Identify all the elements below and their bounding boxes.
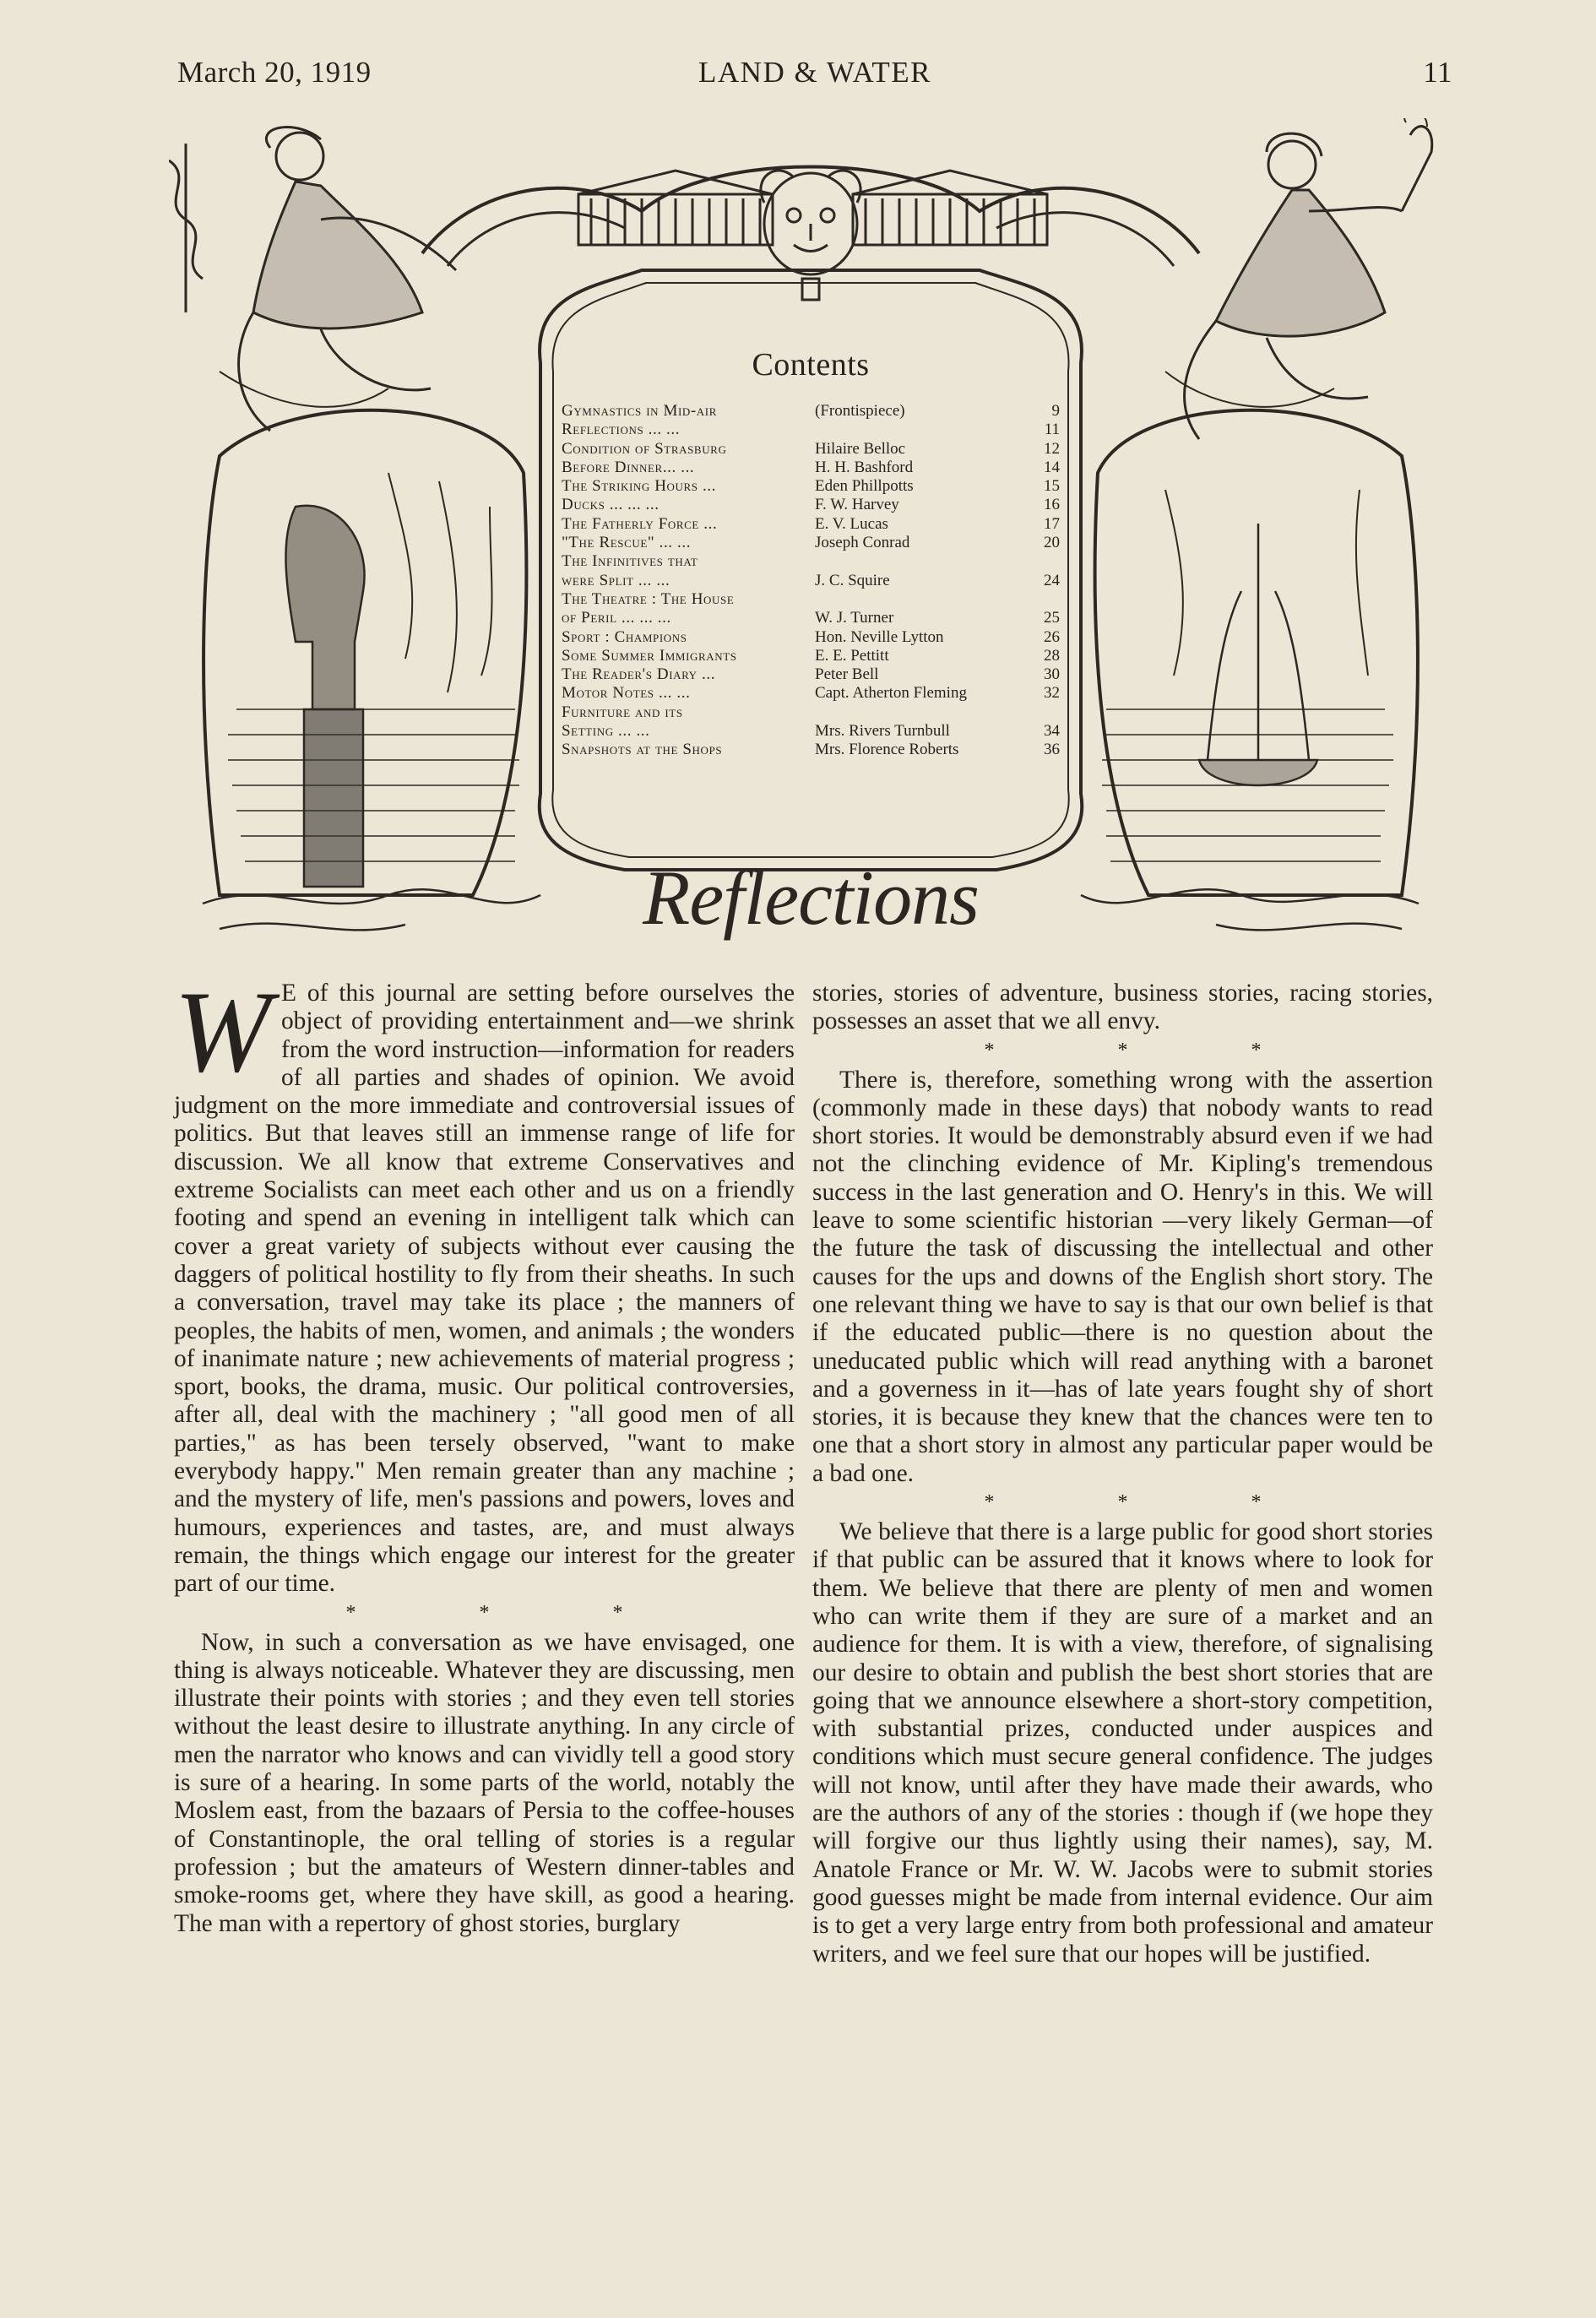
contents-entry <box>562 440 1060 459</box>
contents-entry-title: Condition of Strasburg <box>562 439 727 458</box>
contents-entry-page: 20 <box>1044 534 1060 552</box>
contents-entry <box>562 552 1060 571</box>
contents-entry <box>562 459 1060 477</box>
contents-entry-title: of Peril ... ... ... <box>562 609 671 627</box>
contents-entry-title: Snapshots at the Shops <box>562 741 723 759</box>
contents-entry-page: 30 <box>1044 665 1060 684</box>
contents-entry-title: The Infinitives that <box>562 552 698 571</box>
contents-entry <box>562 684 1060 703</box>
contents-entry-title: Ducks ... ... ... <box>562 496 660 514</box>
mercury-figure-icon <box>169 128 456 431</box>
contents-entry-author: Capt. Atherton Fleming <box>815 684 967 703</box>
contents-entry <box>562 496 1060 514</box>
contents-entry-page: 28 <box>1044 646 1060 665</box>
contents-entry-author: E. E. Pettitt <box>815 646 889 665</box>
torch-bearer-figure-icon <box>1165 118 1432 439</box>
contents-entry <box>562 741 1060 759</box>
contents-entry-page: 12 <box>1044 439 1060 458</box>
contents-entry-page: 9 <box>1051 402 1060 420</box>
contents-entry <box>562 515 1060 534</box>
contents-entry-author: Hilaire Belloc <box>815 439 906 458</box>
contents-entry-page: 32 <box>1044 684 1060 703</box>
contents-entry <box>562 421 1060 439</box>
page-number: 11 <box>1423 56 1452 89</box>
contents-entry-page <box>1033 703 1060 722</box>
article-paragraph: W E of this journal are setting before ourselves the object of providing entertainment and—we shrink from the word instruction—information for readers of all parties and shades of opinion. We avoid judgment on the more immediate and controversial issues of politics. But that leaves still an immense range of life for discussion. We all know that extreme Conservatives and extreme Socialists can meet each other and us on a friendly footing and spend an evening in intelligent talk which can cover a great variety of subjects without ever causing the daggers of political hostility to fly from their sheaths. In such a conversation, travel may take its place ; the manners of peoples, the habits of men, women, and animals ; the wonders of inanimate nature ; new achievements of material progress ; sport, books, the drama, music. Our political controversies, after all, deal with the machinery ; "all good men of all parties," as has been tersely observed, "want to make everybody happy." Men remain greater than any machine ; and the mystery of life, men's passions and powers, loves and humours, experiences and tastes, are, and must always remain, the things which engage our interest for the greater part of our time. <box>174 967 795 1598</box>
contents-entry <box>562 665 1060 684</box>
contents-entry-page: 17 <box>1044 514 1060 533</box>
contents-entry-author: Hon. Neville Lytton <box>815 627 944 646</box>
lion-mask-icon <box>761 171 860 300</box>
contents-entry-author: H. H. Bashford <box>815 458 914 476</box>
contents-entry-title: The Theatre : The House <box>562 589 735 608</box>
contents-entry <box>562 722 1060 741</box>
drop-cap: W <box>174 967 271 1096</box>
contents-entry-page: 24 <box>1044 571 1060 589</box>
contents-entry-author: Mrs. Florence Roberts <box>815 741 959 759</box>
contents-entry-author: Peter Bell <box>815 665 879 684</box>
contents-entry-title: Motor Notes ... ... <box>562 684 691 703</box>
contents-entry-page: 25 <box>1044 609 1060 627</box>
article-title: Reflections <box>643 855 979 941</box>
contents-entry-title: Reflections ... ... <box>562 421 681 439</box>
contents-entry-author: E. V. Lucas <box>815 514 888 533</box>
contents-entry-page: 34 <box>1044 722 1060 741</box>
contents-entry-author: W. J. Turner <box>815 609 894 627</box>
contents-heading: Contents <box>752 347 870 383</box>
article-paragraph: We believe that there is a large public for good short stories if that public can be assured that it knows where to look for them. We believe that there are plenty of men and women who can write them if they are sure of a market and an audience for them. It is with a view, therefore, of signalising our desire to obtain and publish the best short stories that are going that we announce elsewhere a short-story competition, with substantial prizes, conducted under auspices and conditions which must secure general confidence. The judges will not know, until after they have made their awards, who are the authors of any of the stories : though if (we hope they will forgive our thus lightly using their names), say, M. Anatole France or Mr. W. W. Jacobs were to submit stories good guesses might be made from internal evidence. Our aim is to get a very large entry from both professional and amateur writers, and we feel sure that our hopes will be justified. <box>812 1518 1433 1968</box>
article-column-left <box>174 967 795 1938</box>
section-separator: * * * <box>345 1601 682 1624</box>
contents-entry-author <box>815 421 1033 439</box>
issue-date: March 20, 1919 <box>177 56 372 89</box>
contents-entry-author <box>815 703 1033 722</box>
article-paragraph: Now, in such a conversation as we have envisaged, one thing is always noticeable. Whatever they are discussing, men illustrate their points with stories ; and they even tell stories without the least desire to illustrate anything. In any circle of men the narrator who knows and can vividly tell a good story is sure of a hearing. In some parts of the world, notably the Moslem east, from the bazaars of Persia to the coffee-houses of Constantinople, the oral telling of stories is a regular profession ; but the amateurs of Western dinner-tables and smoke-rooms get, where they have skill, as good a hearing. The man with a repertory of ghost stories, burglary <box>174 1628 795 1937</box>
contents-box <box>562 346 1060 760</box>
contents-entry-title: The Striking Hours ... <box>562 477 717 496</box>
contents-entry-title: "The Rescue" ... ... <box>562 534 692 552</box>
contents-entry <box>562 590 1060 609</box>
contents-entry-author <box>815 552 1033 571</box>
contents-entry <box>562 628 1060 647</box>
contents-entry <box>562 609 1060 627</box>
magazine-title: LAND & WATER <box>698 56 931 89</box>
contents-entry-title: were Split ... ... <box>562 571 670 589</box>
contents-entry-page <box>1033 552 1060 571</box>
contents-entry-page <box>1033 590 1060 609</box>
contents-entry-author: Mrs. Rivers Turnbull <box>815 722 950 741</box>
contents-entry-page: 14 <box>1044 458 1060 476</box>
contents-entry-title: Setting ... ... <box>562 722 650 741</box>
article-column-right <box>812 980 1433 1968</box>
contents-entry-page: 11 <box>1044 421 1060 439</box>
section-separator: * * * <box>984 1039 1321 1061</box>
contents-entry-title: Some Summer Immigrants <box>562 646 737 665</box>
contents-entry-title: The Reader's Diary ... <box>562 665 716 684</box>
section-separator: * * * <box>984 1491 1321 1514</box>
contents-entry-page: 26 <box>1044 627 1060 646</box>
contents-entry <box>562 647 1060 665</box>
contents-entry <box>562 402 1060 421</box>
contents-entry-title: Furniture and its <box>562 703 683 721</box>
contents-entry-title: Before Dinner... ... <box>562 458 695 476</box>
contents-entry-author: J. C. Squire <box>815 571 890 589</box>
running-head <box>177 56 1452 98</box>
contents-entry-page: 36 <box>1044 741 1060 759</box>
contents-entry-author: Joseph Conrad <box>815 534 910 552</box>
fountain-icon <box>1095 410 1418 895</box>
contents-entry <box>562 703 1060 722</box>
contents-entry <box>562 572 1060 590</box>
contents-entry-author: Eden Phillpotts <box>815 477 914 496</box>
contents-entry-title: Gymnastics in Mid-air <box>562 402 717 420</box>
article-paragraph: stories, stories of adventure, business stories, racing stories, possesses an asset that we all envy. <box>812 980 1433 1035</box>
contents-entry <box>562 477 1060 496</box>
contents-entry-title: The Fatherly Force ... <box>562 514 718 533</box>
contents-entry-page: 15 <box>1044 477 1060 496</box>
contents-entry <box>562 534 1060 552</box>
contents-entry-author: (Frontispiece) <box>815 402 905 420</box>
contents-entry-author <box>815 590 1033 609</box>
contents-list <box>562 402 1060 760</box>
contents-entry-page: 16 <box>1044 496 1060 514</box>
contents-entry-title: Sport : Champions <box>562 627 687 646</box>
article-paragraph: There is, therefore, something wrong with the assertion (commonly made in these days) that nobody wants to read short stories. It would be demonstrably absurd even if we had not the clinching evidence of Mr. Kipling's tremendous success in the last generation and O. Henry's in this. We will leave to some scientific historian —very likely German—of the future the task of discussing the intellectual and other causes for the ups and downs of the English short story. The one relevant thing we have to say is that our own belief is that if the educated public—there is no question about the uneducated public which will read anything with a baronet and a governess in it—has of late years fought shy of short stories, it is because they knew that the chances were ten to one that a short story in almost any particular paper would be a bad one. <box>812 1066 1433 1487</box>
contents-entry-author: F. W. Harvey <box>815 496 899 514</box>
